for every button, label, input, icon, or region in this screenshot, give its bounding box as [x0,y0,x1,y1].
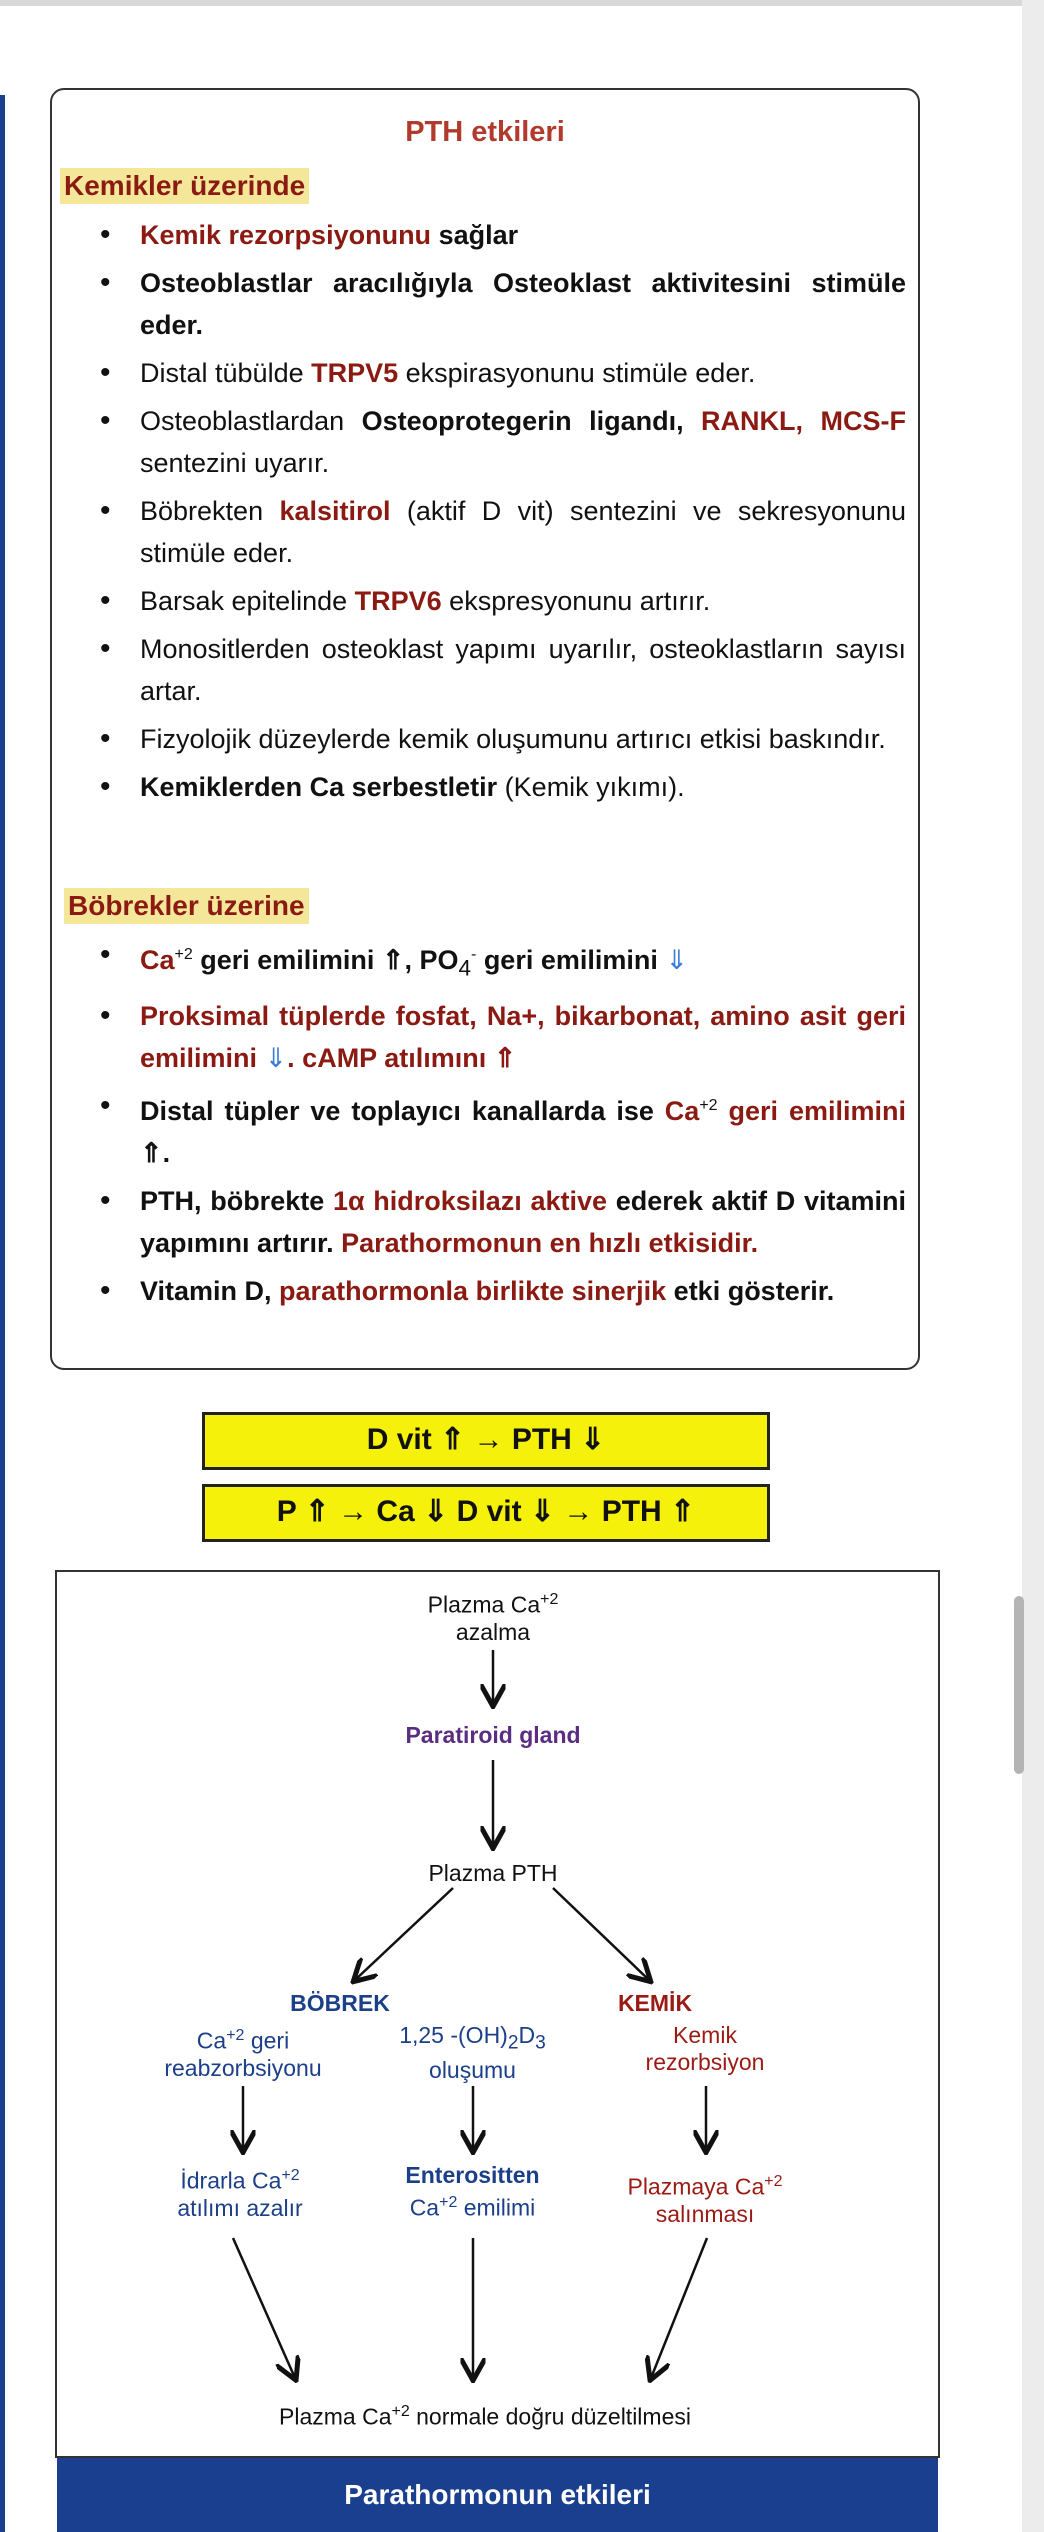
formula-box-2 [202,1484,770,1542]
bullet-icon: • [100,632,111,665]
scrollbar-thumb[interactable] [1014,1596,1024,1774]
node-vitd-formation: 1,25 $-(OH)_2D_3$ oluşumu [399,2022,546,2083]
scroll-track[interactable] [1022,0,1044,2532]
kidney-item: • Vitamin D, parathormonla birlikte sinerjik etki gösterir. [86,1270,906,1312]
bones-item: • Osteoblastlardan Osteoprotegerin ligandı, RANKL, MCS-F sentezini uyarır. [86,400,906,484]
bullet-icon: • [100,356,111,389]
bones-item: • Fizyolojik düzeylerde kemik oluşumunu artırıcı etkisi baskındır. [86,718,906,760]
node-enterocyte-ca: Enterositten $Ca^{+2}$ emilimi [405,2162,540,2221]
node-plasma-pth: Plazma PTH [428,1860,558,1886]
formula-2: P ⇑ → Ca ⇓ D vit ⇓ → PTH ⇑ [276,1495,696,1528]
bones-heading: Kemikler üzerinde [60,168,309,204]
bones-item: • Kemik rezorpsiyonunu sağlar [86,214,906,256]
bullet-icon: • [100,1274,111,1308]
bones-item: • Monositlerden osteoklast yapımı uyarılır, osteoklastların sayısı artar. [86,628,906,712]
formula-1: D vit ⇑ → PTH ⇓ [366,1423,606,1456]
bullet-icon: • [100,722,111,755]
bullet-icon: • [100,266,111,299]
node-ca-release: Plazmaya $Ca^{+2}$ salınması [627,2173,783,2227]
footer-caption: Parathormonun etkileri [57,2458,938,2532]
arrow-pth-to-kidney [355,1888,453,1980]
bones-item: • Barsak epitelinde TRPV6 ekspresyonunu artırır. [86,580,906,622]
kidney-heading: Böbrekler üzerine [64,888,309,924]
bones-item: • Distal tübülde TRPV5 ekspirasyonunu stimüle eder. [86,352,906,394]
bullet-icon: • [100,218,111,251]
kidney-item: • $Ca^{+2}$ geri emilimini ⇑, $PO_4^-$ geri emilimini ⇓ [86,934,906,989]
node-urinary-ca: İdrarla $Ca^{+2}$ atılımı azalır [177,2167,303,2221]
label-bone: KEMİK [617,1990,693,2016]
bullet-icon: • [100,494,111,527]
top-border [0,0,1044,6]
bullet-icon: • [100,404,111,437]
bullet-icon: • [100,584,111,617]
kidney-item: • PTH, böbrekte 1α hidroksilazı aktive ederek aktif D vitamini yapımını artırır. Parathormonun en hızlı etkisidir. [86,1180,906,1264]
bones-item: • Osteoblastlar aracılığıyla Osteoklast aktivitesini stimüle eder. [86,262,906,346]
formula-box-1 [202,1412,770,1470]
node-bone-resorption: Kemik rezorbsiyon [645,2022,765,2075]
kidney-list [86,934,906,1318]
bullet-icon: • [100,999,111,1033]
bones-item: • Böbrekten kalsitirol (aktif D vit) sentezini ve sekresyonunu stimüle eder. [86,490,906,574]
bullet-icon: • [100,770,111,803]
bullet-icon: • [100,1089,111,1123]
node-parathyroid-gland: Paratiroid gland [405,1722,581,1748]
bullet-icon: • [100,938,111,971]
node-plasma-ca-decrease: Plazma $Ca^{+2}$ azalma [427,1591,559,1645]
diagram-arrows [55,1570,940,2458]
arrow-r3-to-bottom [651,2238,707,2378]
node-plasma-ca-corrected: Plazma $Ca^{+2}$ normale doğru düzeltilmesi [279,2403,691,2430]
arrow-r1-to-bottom [233,2238,295,2378]
kidney-item: • Proksimal tüplerde fosfat, Na+, bikarbonat, amino asit geri emilimini ⇓. cAMP atılımını ⇑ [86,995,906,1079]
arrow-pth-to-bone [553,1888,649,1980]
left-accent-line [0,95,5,2532]
node-ca-reabsorption: $Ca^{+2}$ geri reabzorbsiyonu [164,2027,322,2081]
bones-list [86,214,906,814]
box-title: PTH etkileri [405,116,565,148]
label-kidney: BÖBREK [290,1990,390,2016]
kidney-item: • Distal tüpler ve toplayıcı kanallarda ise $Ca^{+2}$ geri emilimini ⇑. [86,1085,906,1174]
bones-item: • Kemiklerden Ca serbestletir (Kemik yıkımı). [86,766,906,808]
bullet-icon: • [100,1184,111,1218]
